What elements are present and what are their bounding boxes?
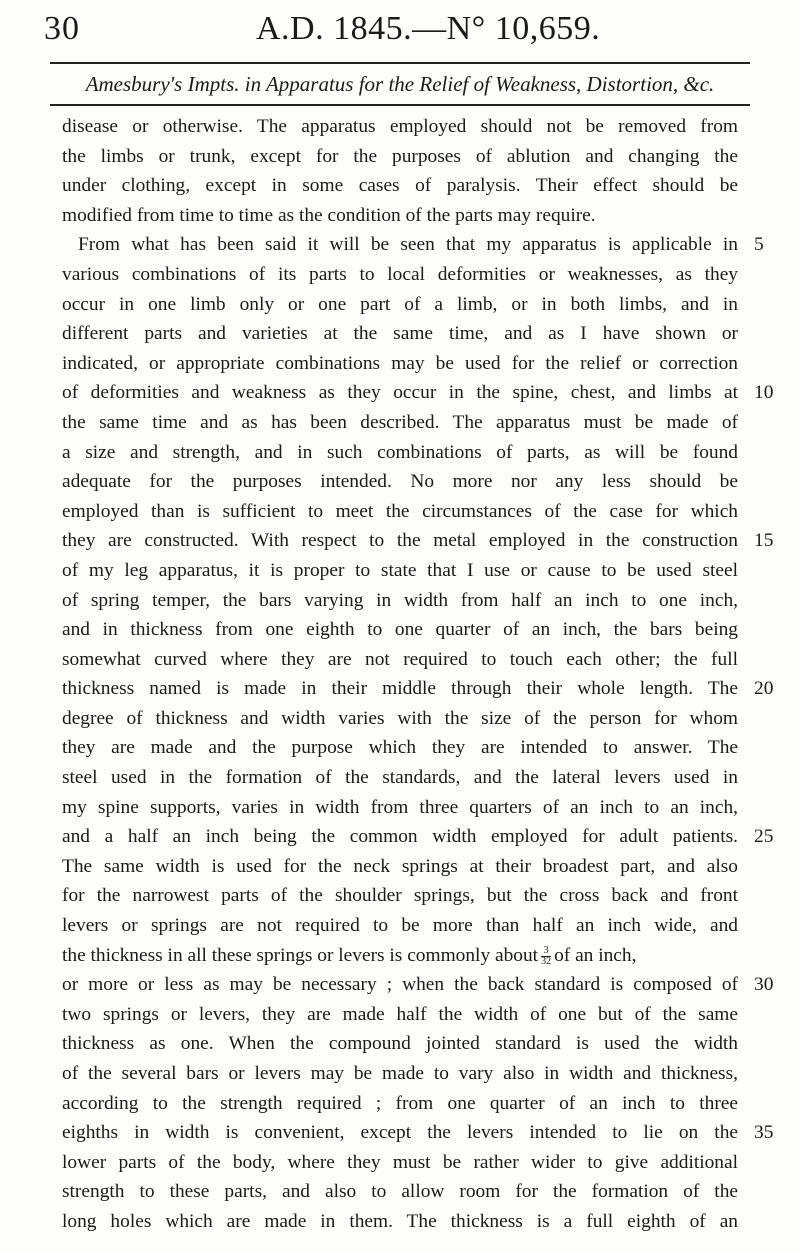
text-line-start: the thickness in all these springs or levers is commonly about [62, 944, 539, 966]
text-line: lower parts of the body, where they must be rather wider to give additional [62, 1151, 738, 1173]
text-line: From what has been said it will be seen that my apparatus is applicable in [78, 234, 738, 256]
text-line: various combinations of its parts to local deformities or weaknesses, as they [62, 263, 738, 285]
body-text [62, 112, 774, 1237]
text-line: The same width is used for the neck springs at their broadest part, and also [62, 855, 738, 877]
text-line: long holes which are made in them. The thickness is a full eighth of an [62, 1210, 738, 1232]
margin-line-number: 5 [754, 234, 764, 256]
text-line: modified from time to time as the condition of the parts may require. [62, 204, 596, 226]
fraction [541, 946, 551, 967]
margin-line-number: 30 [754, 974, 774, 996]
text-line: of spring temper, the bars varying in width from half an inch to one inch, [62, 589, 738, 611]
margin-line-number: 35 [754, 1122, 774, 1144]
text-line: they are made and the purpose which they are intended to answer. The [62, 737, 738, 759]
running-title: Amesbury's Impts. in Apparatus for the Relief of Weakness, Distortion, &c. [85, 72, 715, 96]
text-line: indicated, or appropriate combinations may be used for the relief or correction [62, 352, 738, 374]
text-line-end: of an inch, [554, 944, 637, 966]
header-rule-bottom [50, 104, 750, 106]
text-line: different parts and varieties at the same time, and as I have shown or [62, 323, 738, 345]
text-line: the limbs or trunk, except for the purposes of ablution and changing the [62, 145, 738, 167]
text-line: for the narrowest parts of the shoulder springs, but the cross back and front [62, 885, 738, 907]
text-line: levers or springs are not required to be more than half an inch wide, and [62, 915, 738, 937]
text-line: and in thickness from one eighth to one quarter of an inch, the bars being [62, 619, 738, 641]
text-line: adequate for the purposes intended. No more nor any less should be [62, 471, 738, 493]
text-line: eighths in width is convenient, except the levers intended to lie on the [62, 1122, 738, 1144]
text-line: thickness as one. When the compound jointed standard is used the width [62, 1033, 738, 1055]
text-line: disease or otherwise. The apparatus employed should not be removed from [62, 116, 738, 137]
text-line: employed than is sufficient to meet the circumstances of the case for which [62, 500, 738, 522]
text-line: a size and strength, and in such combinations of parts, as will be found [62, 441, 738, 463]
text-line: steel used in the formation of the standards, and the lateral levers used in [62, 767, 738, 789]
text-line: my spine supports, varies in width from three quarters of an inch to an inch, [62, 796, 738, 818]
margin-line-number: 15 [754, 530, 774, 552]
text-line: occur in one limb only or one part of a limb, or in both limbs, and in [62, 293, 738, 315]
page-header [40, 8, 760, 48]
text-line-with-fraction [62, 941, 738, 971]
margin-line-number: 20 [754, 678, 774, 700]
text-line: two springs or levers, they are made half the width of one but of the same [62, 1003, 738, 1025]
text-line: of the several bars or levers may be made to vary also in width and thickness, [62, 1063, 738, 1084]
margin-line-number: 25 [754, 826, 774, 848]
text-line: somewhat curved where they are not required to touch each other; the full [62, 648, 738, 670]
text-line: thickness named is made in their middle through their whole length. The [62, 678, 738, 700]
margin-line-number: 10 [754, 382, 774, 404]
text-line: of my leg apparatus, it is proper to state that I use or cause to be used steel [62, 559, 738, 581]
page-number: 30 [44, 10, 80, 47]
text-line: they are constructed. With respect to the metal employed in the construction [62, 530, 738, 552]
text-line: and a half an inch being the common width employed for adult patients. [62, 826, 738, 848]
fraction-denominator: 32 [541, 955, 552, 967]
text-line: under clothing, except in some cases of paralysis. Their effect should be [62, 175, 738, 197]
fraction-numerator: 3 [541, 946, 551, 957]
text-line: strength to these parts, and also to allow room for the formation of the [62, 1181, 738, 1203]
text-line: or more or less as may be necessary ; when the back standard is composed of [62, 974, 738, 996]
patent-number: A.D. 1845.—N° 10,659. [256, 10, 601, 47]
text-line: according to the strength required ; from one quarter of an inch to three [62, 1092, 738, 1114]
text-line: degree of thickness and width varies with the size of the person for whom [62, 707, 738, 729]
text-line: the same time and as has been described. The apparatus must be made of [62, 411, 738, 433]
text-line: of deformities and weakness as they occur in the spine, chest, and limbs at [62, 382, 738, 404]
